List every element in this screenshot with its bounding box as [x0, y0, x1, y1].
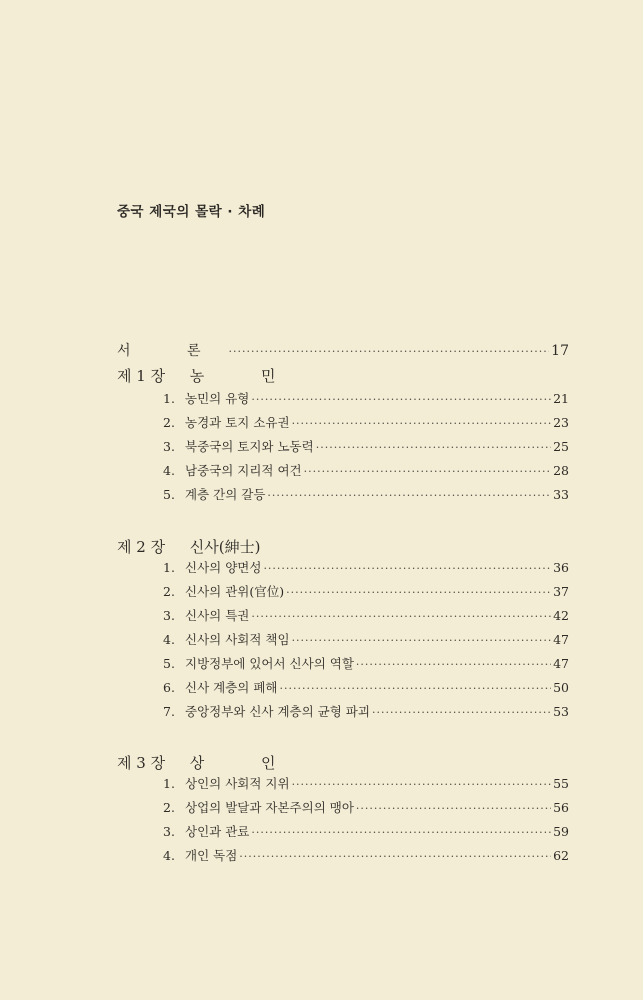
- dot-leader: [279, 682, 551, 695]
- section-title: 상업의 발달과 자본주의의 맹아: [185, 800, 354, 815]
- section-title: 상인의 사회적 지위: [185, 776, 290, 791]
- toc-entry: [163, 630, 569, 650]
- dot-leader: [267, 489, 551, 502]
- page-title: 중국 제국의 몰락 · 차례: [117, 204, 266, 220]
- toc-entry: [163, 437, 569, 457]
- toc-entry: [163, 798, 569, 818]
- dot-leader: [292, 417, 552, 430]
- page-number: 36: [553, 560, 569, 575]
- dot-leader: [292, 634, 552, 647]
- page-number: 25: [553, 439, 569, 454]
- dot-leader: [356, 802, 551, 815]
- toc-entry: [163, 389, 569, 409]
- dot-leader: [292, 778, 552, 791]
- section-title: 개인 독점: [185, 848, 238, 863]
- chapter-number: 제 3 장: [117, 754, 166, 772]
- chapter-number: 제 2 장: [117, 538, 166, 556]
- toc-entry: [163, 558, 569, 578]
- toc-entry: [163, 582, 569, 602]
- page-number: 42: [553, 608, 569, 623]
- dot-leader: [372, 706, 551, 719]
- page-number: 17: [551, 343, 569, 359]
- dot-leader: [356, 658, 551, 671]
- page-number: 21: [553, 391, 569, 406]
- section-number: 3.: [163, 608, 175, 623]
- section-number: 1.: [163, 391, 175, 406]
- toc-intro-row: [117, 340, 569, 362]
- page-number: 62: [553, 848, 569, 863]
- toc-entry: [163, 822, 569, 842]
- section-title: 신사 계층의 폐해: [185, 680, 278, 695]
- toc-entry: [163, 654, 569, 674]
- page-number: 56: [553, 800, 569, 815]
- toc-entry: [163, 678, 569, 698]
- section-number: 4.: [163, 632, 175, 647]
- dot-leader: [229, 345, 550, 358]
- chapter-title: 상 인: [189, 754, 302, 772]
- chapter-title: 신사(紳士): [189, 538, 261, 556]
- page-number: 50: [553, 680, 569, 695]
- section-title: 중앙정부와 신사 계층의 균형 파괴: [185, 704, 370, 719]
- page-number: 55: [553, 776, 569, 791]
- section-number: 1.: [163, 560, 175, 575]
- toc-entry: [163, 461, 569, 481]
- section-title: 농민의 유형: [185, 391, 250, 406]
- intro-label: 서 론: [117, 343, 227, 359]
- page-number: 47: [553, 632, 569, 647]
- chapter-number: 제 1 장: [117, 367, 166, 385]
- section-number: 3.: [163, 439, 175, 454]
- toc-entry: [163, 774, 569, 794]
- dot-leader: [251, 610, 551, 623]
- section-number: 5.: [163, 487, 175, 502]
- section-title: 지방정부에 있어서 신사의 역할: [185, 656, 354, 671]
- toc-entry: [163, 485, 569, 505]
- page-number: 37: [553, 584, 569, 599]
- toc-entry: [163, 846, 569, 866]
- section-number: 5.: [163, 656, 175, 671]
- toc-entry: [163, 413, 569, 433]
- section-number: 4.: [163, 463, 175, 478]
- section-title: 농경과 토지 소유권: [185, 415, 290, 430]
- dot-leader: [239, 850, 551, 863]
- section-title: 신사의 양면성: [185, 560, 262, 575]
- page-number: 53: [553, 704, 569, 719]
- toc-entry: [163, 702, 569, 722]
- page-number: 28: [553, 463, 569, 478]
- section-title: 계층 간의 갈등: [185, 487, 266, 502]
- dot-leader: [263, 562, 551, 575]
- section-title: 상인과 관료: [185, 824, 250, 839]
- dot-leader: [286, 586, 551, 599]
- section-title: 신사의 특권: [185, 608, 250, 623]
- section-number: 3.: [163, 824, 175, 839]
- dot-leader: [304, 465, 551, 478]
- page-number: 47: [553, 656, 569, 671]
- page-number: 23: [553, 415, 569, 430]
- chapter-heading-2: [117, 536, 260, 557]
- section-number: 1.: [163, 776, 175, 791]
- section-number: 4.: [163, 848, 175, 863]
- section-number: 2.: [163, 584, 175, 599]
- page-number: 33: [553, 487, 569, 502]
- section-number: 2.: [163, 415, 175, 430]
- page-number: 59: [553, 824, 569, 839]
- section-number: 6.: [163, 680, 175, 695]
- chapter-heading-3: [117, 752, 302, 773]
- section-number: 7.: [163, 704, 175, 719]
- toc-entry: [163, 606, 569, 626]
- dot-leader: [251, 393, 551, 406]
- section-title: 북중국의 토지와 노동력: [185, 439, 314, 454]
- dot-leader: [251, 826, 551, 839]
- chapter-heading-1: [117, 365, 302, 386]
- dot-leader: [316, 441, 551, 454]
- section-number: 2.: [163, 800, 175, 815]
- section-title: 신사의 관위(官位): [185, 584, 285, 599]
- chapter-title: 농 민: [189, 367, 302, 385]
- section-title: 신사의 사회적 책임: [185, 632, 290, 647]
- section-title: 남중국의 지리적 여건: [185, 463, 302, 478]
